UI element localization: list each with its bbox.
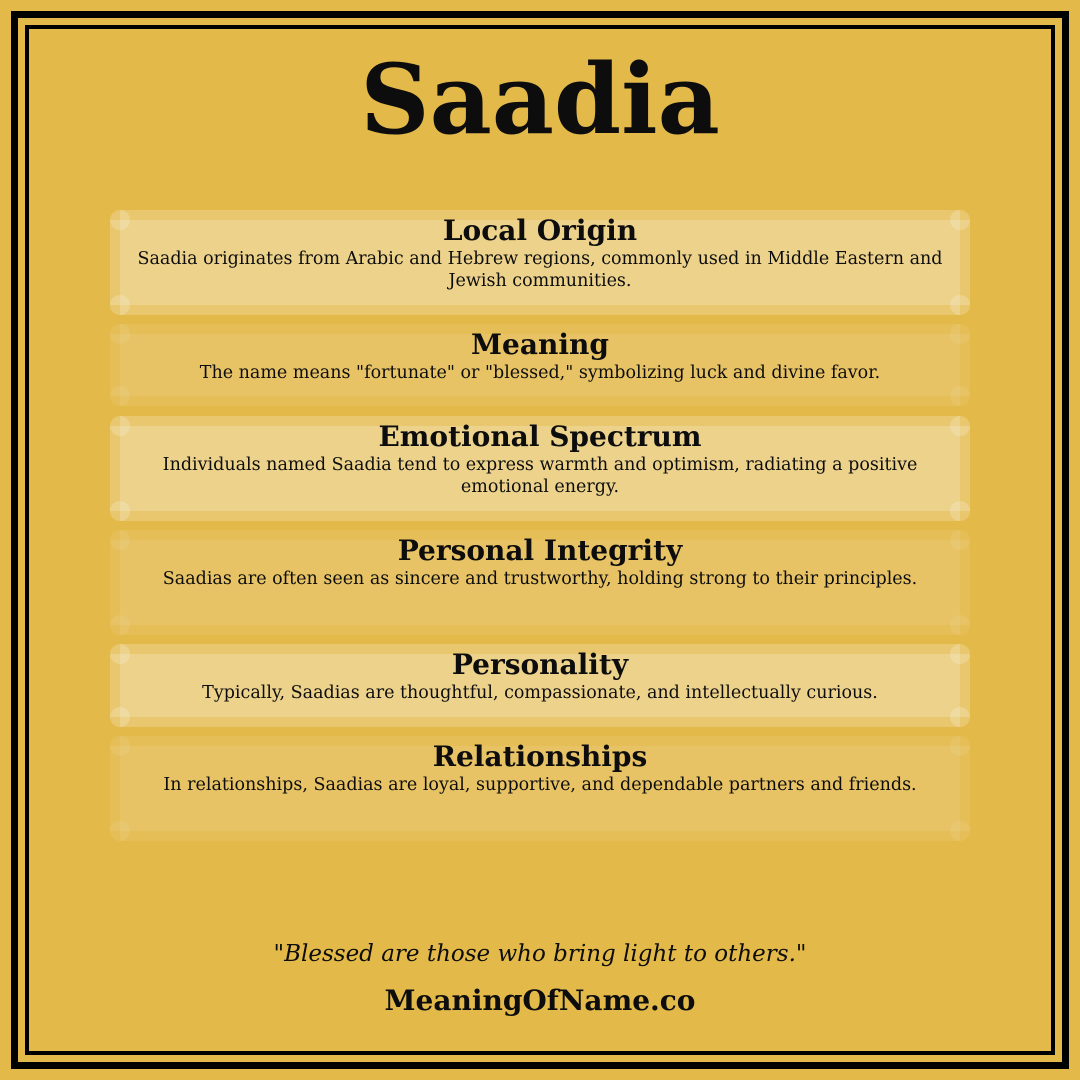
card-heading: Personal Integrity (397, 534, 683, 567)
card-heading: Emotional Spectrum (378, 420, 702, 453)
quote-open-mark: " (273, 941, 285, 967)
card-personality (110, 644, 970, 727)
card-text: Individuals named Saadia tend to express warmth and optimism, radiating a positive emotional energy. (162, 455, 918, 497)
card-meaning (110, 324, 970, 406)
card-local-origin (110, 210, 970, 315)
card-personal-integrity (110, 530, 970, 635)
card-heading: Relationships (432, 740, 648, 773)
card-text: The name means "fortunate" or "blessed," symbolizing luck and divine favor. (199, 363, 881, 383)
card-emotional-spectrum (110, 416, 970, 521)
card-heading: Local Origin (442, 214, 638, 247)
site-brand: MeaningOfName.co (384, 984, 696, 1017)
card-heading: Personality (451, 648, 629, 681)
card-heading: Meaning (471, 328, 609, 361)
quote-close-mark: " (795, 941, 807, 967)
quote-text: Blessed are those who bring light to others. (284, 941, 796, 967)
card-relationships (110, 736, 970, 841)
quote (0, 938, 1080, 970)
card-text: Saadia originates from Arabic and Hebrew regions, commonly used in Middle Eastern and Jewish communities. (137, 249, 943, 291)
card-text: Typically, Saadias are thoughtful, compassionate, and intellectually curious. (202, 683, 878, 703)
card-text: Saadias are often seen as sincere and trustworthy, holding strong to their principles. (162, 569, 918, 589)
name-title: Saadia (360, 43, 720, 156)
card-text: In relationships, Saadias are loyal, supportive, and dependable partners and friends. (163, 775, 917, 795)
